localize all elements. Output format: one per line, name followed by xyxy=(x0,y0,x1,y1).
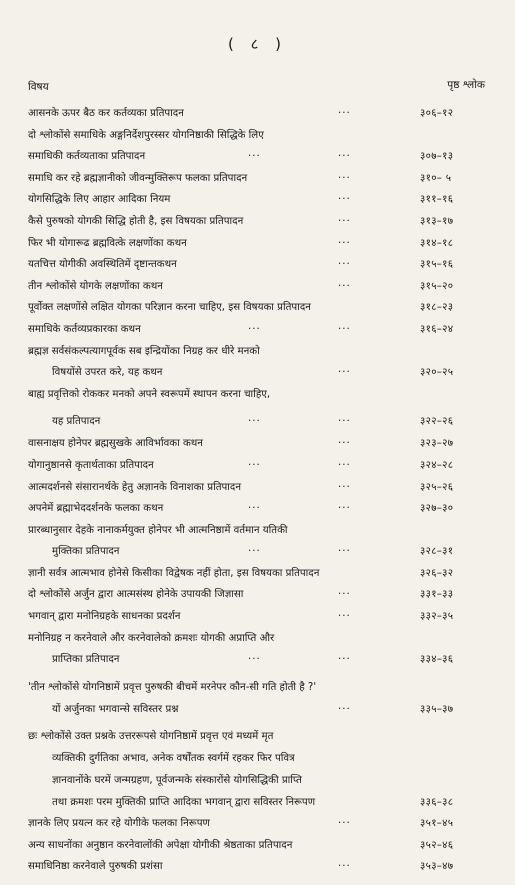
entry-ref: ३११–१६ xyxy=(420,194,454,206)
toc-entry xyxy=(0,253,515,275)
entry-text: ज्ञानवानोंके घरमें जन्मग्रहण, पूर्वजन्मके संस्कारोंसे योगसिद्धिकी प्राप्ति xyxy=(52,775,302,787)
entry-ref: ३२२–२६ xyxy=(420,416,454,428)
leader-dots: ... xyxy=(338,413,351,425)
entry-text: मनोनिग्रह न करनेवाले और करनेवालेको क्रमशः योगकी अप्राप्ति और xyxy=(28,632,275,644)
leader-dots: ... xyxy=(338,277,351,289)
leader-dots: ... xyxy=(338,364,351,376)
entry-text: तीन श्लोकोंसे योगके लक्षणोंका कथन xyxy=(28,280,163,292)
entry-text: योगानुष्ठानसे कृतार्थताका प्रतिपादन xyxy=(28,459,154,471)
leader-dots: ... xyxy=(338,435,351,447)
entry-text: पूर्वोक्त लक्षणोंसे लक्षित योगका परिज्ञान करना चाहिए, इस विषयका प्रतिपादन xyxy=(28,302,311,314)
entry-text: प्राप्तिका प्रतिपादन xyxy=(52,654,120,666)
entry-ref: ३५३–४७ xyxy=(420,861,454,873)
entry-text: आसनके ऊपर बैठ कर कर्तव्यका प्रतिपादन xyxy=(28,108,184,119)
leader-dots: ... xyxy=(338,478,351,490)
entry-ref: ३३२–३५ xyxy=(420,611,454,623)
entry-ref: ३१५–१६ xyxy=(420,259,454,271)
entry-text: समाधिकी कर्तव्यताका प्रतिपादन xyxy=(28,151,146,163)
entry-ref: ३५१–४५ xyxy=(420,818,454,830)
entry-text: विषयोंसे उपरत करे, यह कथन xyxy=(52,367,163,379)
leader-dots: ... xyxy=(338,320,351,332)
entry-text: कैसे पुरुषको योगकी सिद्धि होती है, इस विषयका प्रतिपादन xyxy=(28,215,244,227)
entry-text: तथा क्रमशः परम मुक्तिकी प्राप्ति आदिका भगवान् द्वारा सविस्तर निरूपण xyxy=(52,796,316,808)
entry-text: यह प्रतिपादन xyxy=(52,416,101,428)
entry-ref: ३१८–२३ xyxy=(420,302,454,314)
leader-dots: ... xyxy=(338,586,351,598)
table-of-contents xyxy=(0,102,515,877)
entry-ref: ३०७–१३ xyxy=(420,151,454,163)
toc-entry xyxy=(0,540,515,562)
toc-entry xyxy=(0,318,515,340)
entry-text: आत्मदर्शनसे संसारानर्थके हेतु अज्ञानके विनाशका प्रतिपादन xyxy=(28,481,242,493)
toc-entry xyxy=(0,627,515,649)
toc-entry xyxy=(0,188,515,210)
entry-text: प्रारब्धानुसार देहके नानाकर्मयुक्त होनेपर भी आत्मनिष्ठामें वर्तमान यतिकी xyxy=(28,524,288,536)
entry-ref: ३३१–३३ xyxy=(420,589,454,601)
toc-entry xyxy=(0,361,515,383)
entry-ref: ३१३–१७ xyxy=(420,215,454,227)
leader-dots: ... xyxy=(248,320,261,332)
entry-ref: ३२३–२७ xyxy=(420,438,454,450)
leader-dots: ... xyxy=(248,148,261,160)
entry-text: अन्य साधनोंका अनुष्ठान करनेवालोंकी अपेक्षा योगीकी श्रेष्ठताका प्रतिपादन xyxy=(28,839,293,851)
entry-ref: ३३५–३७ xyxy=(420,703,454,715)
entry-text: मुक्तिका प्रतिपादन xyxy=(52,546,120,558)
entry-text: समाधिके कर्तव्यप्रकारका कथन xyxy=(28,323,141,335)
entry-ref: ३१४–१८ xyxy=(420,237,454,249)
leader-dots: ... xyxy=(338,543,351,555)
toc-entry xyxy=(0,719,515,747)
entry-text: समाधि कर रहे ब्रह्मज्ञानीको जीवन्मुक्तिरूप फलका प्रतिपादन xyxy=(28,172,248,184)
toc-entry xyxy=(0,769,515,791)
entry-text: अपनेमें ब्रह्माभेददर्शनके फलका कथन xyxy=(28,503,164,515)
leader-dots: ... xyxy=(338,148,351,160)
entry-text: फिर भी योगारूढ ब्रह्मवित्के लक्षणोंका कथन xyxy=(28,237,187,249)
toc-entry xyxy=(0,167,515,189)
entry-ref: ३३४–३६ xyxy=(420,654,454,666)
entry-ref: ३१५–२० xyxy=(420,280,454,292)
toc-entry xyxy=(0,562,515,584)
entry-ref: ३२४–२८ xyxy=(420,459,454,471)
leader-dots: ... xyxy=(338,608,351,620)
toc-entry xyxy=(0,519,515,541)
leader-dots: ... xyxy=(338,815,351,827)
entry-text: छः श्लोकोंसे उक्त प्रश्नके उत्तररूपसे योगनिष्ठामें प्रवृत्त एवं मध्यमें मृत xyxy=(28,731,274,743)
entry-text: दो श्लोकोंसे समाधिके अङ्गनिर्देशपुरस्सर योगनिष्ठाकी सिद्धिके लिए xyxy=(28,129,264,141)
toc-entry xyxy=(0,670,515,698)
leader-dots: ... xyxy=(248,500,261,512)
toc-entry xyxy=(0,145,515,167)
column-header-page-verse: पृष्ठ श्लोक xyxy=(447,79,485,91)
toc-entry xyxy=(0,812,515,834)
entry-text: यतचित्त योगीकी अवस्थितिमें दृष्टान्तकथन xyxy=(28,259,177,271)
entry-ref: ३२८–३१ xyxy=(420,546,454,558)
toc-entry xyxy=(0,102,515,124)
entry-text: दो श्लोकोंसे अर्जुन द्वारा आत्मसंस्थ होनेके उपायकी जिज्ञासा xyxy=(28,589,244,601)
column-header-subject: विषय xyxy=(28,81,49,93)
entry-text: भगवान् द्वारा मनोनिग्रहके साधनका प्रदर्शन xyxy=(28,611,181,623)
entry-text: समाधिनिष्ठा करनेवाले पुरुषकी प्रशंसा xyxy=(28,861,163,873)
leader-dots: ... xyxy=(338,456,351,468)
entry-ref: ३१६–२४ xyxy=(420,323,454,335)
toc-entry xyxy=(0,454,515,476)
entry-ref: ३५२–४६ xyxy=(420,839,454,851)
toc-entry xyxy=(0,124,515,146)
page-number: ( ८ ) xyxy=(227,35,288,53)
entry-text: व्यक्तिकी दुर्गतिका अभाव, अनेक वर्षोंतक स्वर्गमें रहकर फिर पवित्र xyxy=(52,753,295,765)
entry-text: वासनाक्षय होनेपर ब्रह्मसुखके आविर्भावका कथन xyxy=(28,438,203,450)
toc-entry xyxy=(0,648,515,670)
toc-entry xyxy=(0,383,515,405)
toc-entry xyxy=(0,432,515,454)
leader-dots: ... xyxy=(338,858,351,870)
toc-entry xyxy=(0,404,515,432)
entry-text: बाह्य प्रवृत्तिको रोककर मनको अपने स्वरूपमें स्थापन करना चाहिए, xyxy=(28,388,271,400)
leader-dots: ... xyxy=(338,234,351,246)
entry-ref: ३३६–३८ xyxy=(420,796,454,808)
leader-dots: ... xyxy=(338,500,351,512)
entry-ref: ३२७–३० xyxy=(420,503,454,515)
leader-dots: ... xyxy=(338,169,351,181)
toc-entry xyxy=(0,232,515,254)
toc-entry xyxy=(0,476,515,498)
toc-entry xyxy=(0,210,515,232)
toc-entry xyxy=(0,497,515,519)
toc-entry xyxy=(0,855,515,877)
entry-ref: ३०६–१२ xyxy=(420,108,454,119)
leader-dots: ... xyxy=(338,256,351,268)
leader-dots: ... xyxy=(248,413,261,425)
entry-text: योगसिद्धिके लिए आहार आदिका नियम xyxy=(28,194,171,206)
entry-ref: ३२५–२६ xyxy=(420,481,454,493)
leader-dots: ... xyxy=(248,543,261,555)
leader-dots: ... xyxy=(338,191,351,203)
toc-entry xyxy=(0,605,515,627)
entry-text: ज्ञानी सर्वत्र आत्मभाव होनेसे किसीका विद्वेषक नहीं होता, इस विषयका प्रतिपादन xyxy=(28,567,320,579)
toc-entry xyxy=(0,340,515,362)
entry-ref: ३१०– ५ xyxy=(420,172,452,184)
toc-entry xyxy=(0,275,515,297)
leader-dots: ... xyxy=(338,105,351,116)
leader-dots: ... xyxy=(338,651,351,663)
leader-dots: ... xyxy=(338,212,351,224)
toc-entry xyxy=(0,583,515,605)
entry-text: ज्ञानके लिए प्रयत्न कर रहे योगीके फलका निरूपण xyxy=(28,818,210,830)
toc-entry xyxy=(0,698,515,720)
toc-entry xyxy=(0,747,515,769)
toc-entry xyxy=(0,834,515,856)
toc-entry xyxy=(0,296,515,318)
leader-dots: ... xyxy=(338,700,351,712)
leader-dots: ... xyxy=(248,456,261,468)
entry-text: 'तीन श्लोकोंसे योगनिष्ठामें प्रवृत्त पुरुषकी बीचमें मरनेपर कौन-सी गति होती है ?' xyxy=(28,681,317,693)
entry-ref: ३२६–३२ xyxy=(420,567,454,579)
entry-text: ब्रह्मज्ञ सर्वसंकल्पत्यागपूर्वक सब इन्द्रियोंका निग्रह कर धीरे मनको xyxy=(28,345,260,357)
entry-ref: ३२०–२५ xyxy=(420,367,454,379)
toc-entry xyxy=(0,791,515,813)
entry-text: यों अर्जुनका भगवान्से सविस्तर प्रश्न xyxy=(52,703,179,715)
leader-dots: ... xyxy=(248,651,261,663)
